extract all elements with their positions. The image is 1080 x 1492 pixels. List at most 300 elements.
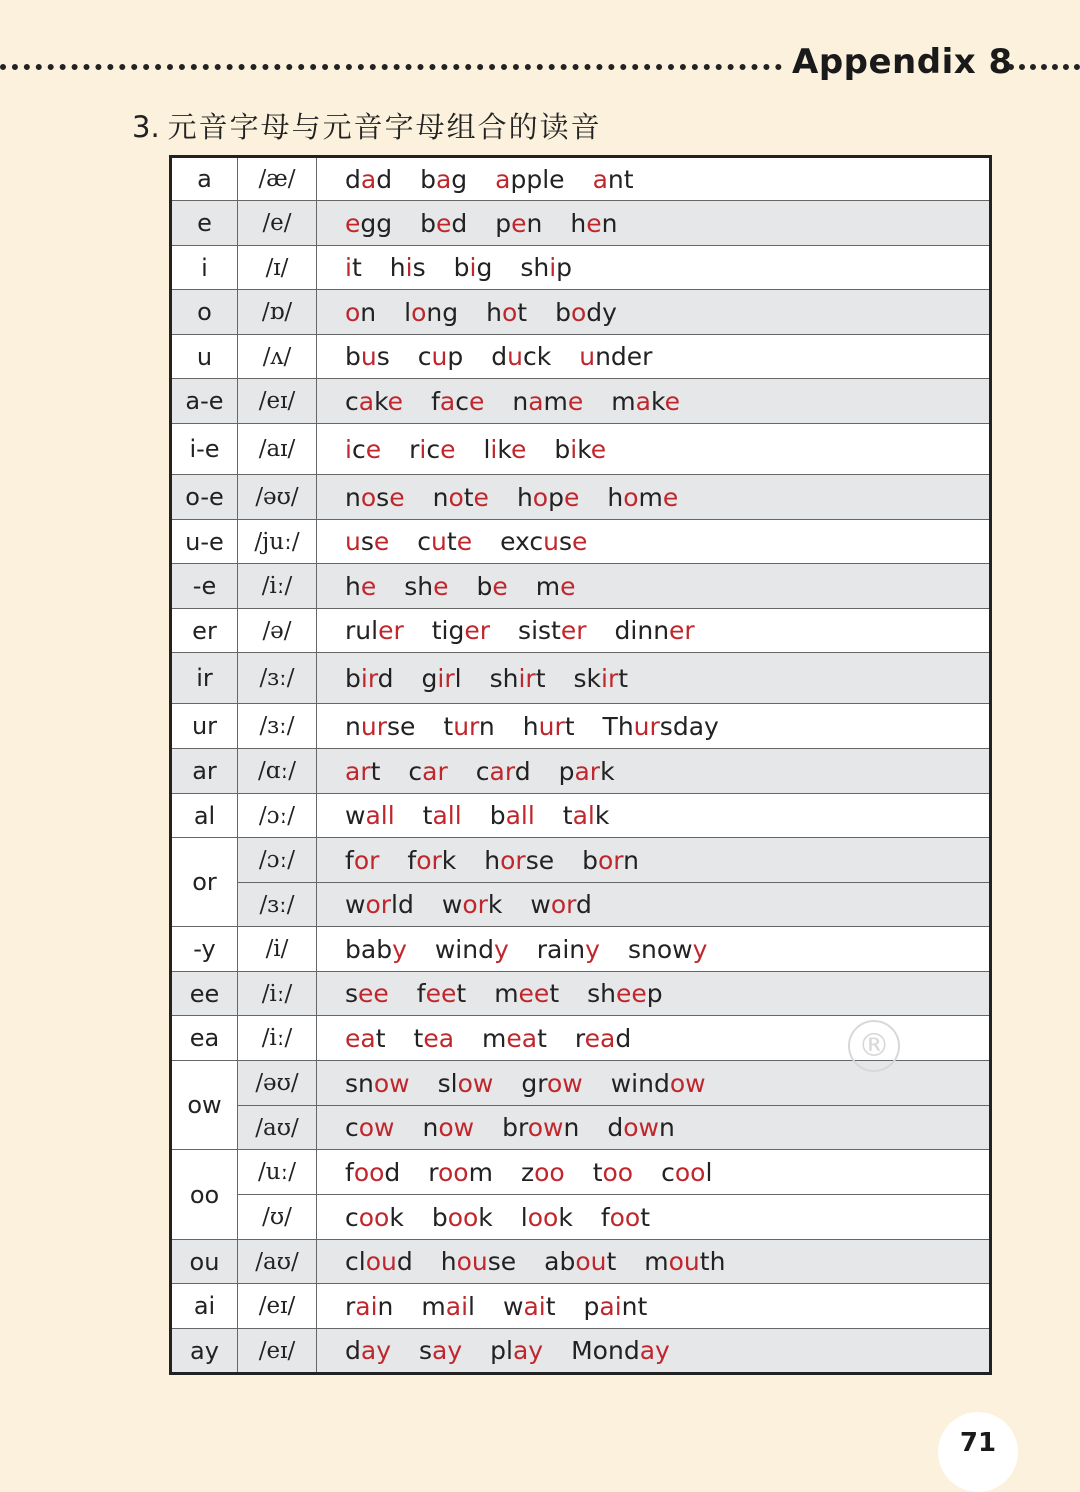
- example-words-cell: [317, 379, 991, 424]
- example-word: [512, 387, 583, 416]
- plain-letters: t: [549, 979, 560, 1008]
- dotted-rule-right: [1008, 64, 1080, 70]
- example-word: [603, 712, 719, 741]
- plain-letters: k: [577, 434, 591, 464]
- example-word: [345, 935, 407, 964]
- plain-letters: ld: [391, 890, 414, 919]
- example-word: [584, 1292, 648, 1321]
- example-word: [432, 1203, 493, 1232]
- plain-letters: b: [582, 845, 598, 875]
- plain-letters: d: [345, 164, 361, 194]
- highlighted-letters: y: [493, 934, 509, 964]
- plain-letters: k: [497, 434, 511, 464]
- highlighted-letters: all: [365, 801, 395, 830]
- plain-letters: ng: [426, 297, 459, 327]
- ipa-cell: /iː/: [238, 564, 317, 609]
- example-word: [345, 1247, 413, 1276]
- example-words-cell: [317, 157, 991, 201]
- example-word: [345, 165, 392, 194]
- plain-letters: t: [443, 711, 454, 741]
- highlighted-letters: al: [572, 801, 595, 830]
- example-word: [486, 298, 527, 327]
- plain-letters: nder: [595, 342, 653, 371]
- example-word: [438, 1069, 494, 1098]
- example-word: [431, 387, 484, 416]
- highlighted-letters: e: [567, 386, 584, 416]
- example-words-cell: [317, 1240, 991, 1284]
- plain-letters: p: [447, 342, 464, 371]
- ipa-cell: /aɪ/: [238, 424, 317, 475]
- example-word: [419, 1336, 462, 1365]
- plain-letters: d: [451, 208, 468, 238]
- highlighted-letters: ou: [668, 1247, 700, 1276]
- highlighted-letters: y: [585, 934, 600, 964]
- table-row: [171, 157, 991, 201]
- highlighted-letters: ow: [373, 1068, 410, 1098]
- plain-letters: n: [512, 386, 529, 416]
- highlighted-letters: ee: [616, 979, 647, 1008]
- plain-letters: b: [489, 801, 506, 830]
- table-row: [171, 1329, 991, 1374]
- plain-letters: b: [476, 571, 493, 601]
- plain-letters: t: [413, 1023, 424, 1053]
- highlighted-letters: ay: [639, 1336, 670, 1365]
- example-word: [345, 1113, 395, 1142]
- plain-letters: t: [592, 1157, 603, 1187]
- vowel-letter-cell: a-e: [171, 379, 238, 424]
- highlighted-letters: a: [528, 386, 544, 416]
- example-words-cell: [317, 1284, 991, 1329]
- highlighted-letters: ow: [438, 1113, 475, 1142]
- example-word: [404, 572, 448, 601]
- ipa-cell: /i/: [238, 927, 317, 972]
- plain-letters: k: [478, 1202, 493, 1232]
- example-word: [571, 1336, 670, 1365]
- plain-letters: c: [345, 386, 359, 416]
- plain-letters: f: [345, 1157, 354, 1187]
- section-heading: 元音字母与元音字母组合的读音: [167, 110, 602, 144]
- plain-letters: t: [562, 801, 573, 830]
- plain-letters: m: [535, 571, 561, 601]
- highlighted-letters: i: [549, 253, 557, 282]
- example-word: [500, 527, 587, 556]
- example-words-cell: [317, 424, 991, 475]
- highlighted-letters: oo: [447, 1202, 479, 1232]
- plain-letters: sh: [404, 571, 434, 601]
- highlighted-letters: e: [440, 434, 456, 464]
- highlighted-letters: e: [560, 571, 576, 601]
- plain-letters: d: [377, 663, 394, 693]
- plain-letters: m: [421, 1291, 446, 1321]
- plain-letters: l: [705, 1157, 713, 1187]
- highlighted-letters: ee: [425, 979, 457, 1008]
- example-word: [482, 1024, 547, 1053]
- highlighted-letters: e: [492, 571, 508, 601]
- vowel-letter-cell: o: [171, 290, 238, 335]
- table-row: [171, 1106, 991, 1150]
- highlighted-letters: e: [572, 527, 588, 556]
- plain-letters: tig: [431, 616, 465, 645]
- plain-letters: nt: [621, 1291, 648, 1321]
- plain-letters: d: [575, 890, 592, 919]
- plain-letters: se: [525, 845, 555, 875]
- highlighted-letters: ar: [345, 756, 371, 786]
- example-word: [420, 165, 467, 194]
- plain-letters: sday: [659, 711, 719, 741]
- ipa-cell: /ʌ/: [238, 335, 317, 379]
- highlighted-letters: ir: [437, 663, 455, 693]
- example-word: [345, 712, 415, 741]
- highlighted-letters: o: [532, 482, 549, 512]
- example-word: [345, 387, 403, 416]
- plain-letters: h: [484, 845, 501, 875]
- vowel-letter-cell: u: [171, 335, 238, 379]
- highlighted-letters: ur: [633, 711, 660, 741]
- highlighted-letters: e: [473, 482, 489, 512]
- plain-letters: rain: [536, 934, 586, 964]
- example-word: [521, 1069, 582, 1098]
- highlighted-letters: y: [692, 934, 708, 964]
- plain-letters: c: [455, 386, 469, 416]
- example-word: [345, 435, 381, 464]
- highlighted-letters: e: [468, 386, 485, 416]
- plain-letters: t: [456, 979, 467, 1008]
- vowel-letter-cell: -y: [171, 927, 238, 972]
- plain-letters: n: [601, 208, 618, 238]
- plain-letters: m: [482, 1023, 507, 1053]
- plain-letters: p: [558, 756, 575, 786]
- vowel-letter-cell: ay: [171, 1329, 238, 1374]
- example-words-cell: [317, 883, 991, 927]
- plain-letters: t: [545, 1291, 556, 1321]
- highlighted-letters: er: [669, 616, 695, 645]
- plain-letters: s: [412, 253, 426, 282]
- table-row: [171, 883, 991, 927]
- plain-letters: k: [441, 845, 457, 875]
- highlighted-letters: a: [358, 386, 375, 416]
- ipa-cell: /ə/: [238, 609, 317, 653]
- table-row: [171, 972, 991, 1016]
- example-word: [345, 1203, 404, 1232]
- example-word: [495, 165, 564, 194]
- highlighted-letters: i: [469, 253, 477, 282]
- example-word: [521, 1203, 573, 1232]
- plain-letters: t: [618, 663, 629, 693]
- plain-letters: m: [638, 482, 663, 512]
- highlighted-letters: e: [389, 482, 405, 512]
- table-row: [171, 1240, 991, 1284]
- highlighted-letters: oo: [527, 1202, 559, 1232]
- ipa-cell: /ɜː/: [238, 653, 317, 704]
- example-word: [520, 253, 572, 282]
- highlighted-letters: ow: [358, 1113, 395, 1142]
- highlighted-letters: or: [365, 890, 392, 919]
- highlighted-letters: or: [416, 845, 442, 875]
- highlighted-letters: or: [353, 845, 380, 875]
- plain-letters: g: [476, 253, 493, 282]
- plain-letters: c: [417, 342, 432, 371]
- ipa-cell: /ɑː/: [238, 749, 317, 794]
- example-word: [503, 1292, 556, 1321]
- example-word: [601, 1203, 650, 1232]
- highlighted-letters: u: [579, 342, 596, 371]
- plain-letters: snow: [627, 934, 693, 964]
- highlighted-letters: ou: [456, 1247, 488, 1276]
- example-word: [554, 435, 606, 464]
- example-words-cell: [317, 1329, 991, 1374]
- table-row: [171, 564, 991, 609]
- example-words-cell: [317, 1195, 991, 1240]
- example-word: [615, 616, 695, 645]
- example-word: [421, 1292, 475, 1321]
- example-words-cell: [317, 246, 991, 290]
- example-word: [607, 483, 678, 512]
- plain-letters: t: [517, 297, 528, 327]
- highlighted-letters: er: [378, 616, 404, 645]
- example-word: [644, 1247, 725, 1276]
- example-word: [423, 801, 462, 830]
- plain-letters: n: [360, 297, 377, 327]
- example-word: [345, 253, 362, 282]
- plain-letters: n: [623, 845, 639, 875]
- highlighted-letters: i: [570, 434, 578, 464]
- plain-letters: h: [486, 297, 502, 327]
- highlighted-letters: a: [360, 164, 377, 194]
- highlighted-letters: ay: [360, 1336, 391, 1365]
- highlighted-letters: ea: [345, 1023, 376, 1053]
- appendix-title: Appendix 8: [792, 42, 1013, 82]
- ipa-cell: /ɪ/: [238, 246, 317, 290]
- ipa-cell: /ɜː/: [238, 704, 317, 749]
- highlighted-letters: y: [392, 934, 407, 964]
- highlighted-letters: ow: [623, 1113, 659, 1142]
- plain-letters: r: [428, 1157, 439, 1187]
- vowel-letter-cell: i-e: [171, 424, 238, 475]
- highlighted-letters: a: [439, 386, 456, 416]
- plain-letters: t: [640, 1202, 651, 1232]
- plain-letters: exc: [500, 527, 544, 556]
- plain-letters: k: [600, 756, 615, 786]
- plain-letters: s: [360, 527, 374, 556]
- ipa-cell: /ʊ/: [238, 1195, 317, 1240]
- example-word: [593, 165, 634, 194]
- table-row: [171, 653, 991, 704]
- example-word: [404, 298, 458, 327]
- highlighted-letters: a: [435, 164, 452, 194]
- vowel-letter-cell: ir: [171, 653, 238, 704]
- example-word: [345, 801, 395, 830]
- plain-letters: s: [419, 1336, 433, 1365]
- plain-letters: b: [453, 253, 470, 282]
- highlighted-letters: or: [550, 890, 576, 919]
- plain-letters: w: [502, 1291, 524, 1321]
- example-word: [575, 1024, 631, 1053]
- highlighted-letters: ow: [669, 1068, 706, 1098]
- highlighted-letters: oo: [358, 1202, 390, 1232]
- example-words-cell: [317, 609, 991, 653]
- plain-letters: z: [520, 1157, 535, 1187]
- highlighted-letters: u: [431, 342, 448, 371]
- example-words-cell: [317, 1150, 991, 1195]
- highlighted-letters: e: [436, 208, 452, 238]
- highlighted-letters: e: [511, 208, 527, 238]
- highlighted-letters: o: [623, 482, 639, 512]
- plain-letters: k: [650, 386, 665, 416]
- plain-letters: n: [478, 711, 495, 741]
- example-word: [563, 801, 610, 830]
- plain-letters: s: [376, 342, 390, 371]
- ipa-cell: /əʊ/: [238, 475, 317, 520]
- plain-letters: Mond: [571, 1336, 640, 1365]
- highlighted-letters: oo: [609, 1202, 641, 1232]
- page-number-badge: [938, 1412, 1018, 1492]
- example-word: [418, 342, 463, 371]
- example-word: [495, 209, 542, 238]
- example-word: [443, 712, 494, 741]
- vowel-letter-cell: or: [171, 838, 238, 927]
- highlighted-letters: u: [360, 342, 377, 371]
- vowel-letter-cell: i: [171, 246, 238, 290]
- vowel-letter-cell: a: [171, 157, 238, 201]
- table-row: [171, 927, 991, 972]
- highlighted-letters: e: [510, 434, 527, 464]
- plain-letters: n: [526, 208, 543, 238]
- plain-letters: n: [345, 482, 361, 512]
- example-word: [587, 979, 663, 1008]
- example-word: [428, 1158, 493, 1187]
- plain-letters: m: [543, 386, 568, 416]
- highlighted-letters: ir: [518, 663, 536, 693]
- example-word: [523, 712, 575, 741]
- plain-letters: t: [535, 663, 546, 693]
- highlighted-letters: er: [464, 616, 491, 645]
- plain-letters: w: [345, 890, 366, 919]
- example-word: [544, 1247, 616, 1276]
- plain-letters: t: [375, 1023, 386, 1053]
- example-word: [390, 253, 426, 282]
- highlighted-letters: e: [664, 386, 680, 416]
- ipa-cell: /juː/: [238, 520, 317, 564]
- plain-letters: l: [468, 1291, 475, 1321]
- table-row: [171, 335, 991, 379]
- plain-letters: p: [556, 253, 573, 282]
- example-word: [484, 846, 554, 875]
- example-word: [518, 616, 586, 645]
- plain-letters: n: [658, 1113, 675, 1142]
- highlighted-letters: ea: [506, 1023, 538, 1053]
- table-row: [171, 794, 991, 838]
- plain-letters: r: [345, 1291, 356, 1321]
- example-words-cell: [317, 972, 991, 1016]
- highlighted-letters: e: [360, 571, 377, 601]
- highlighted-letters: ai: [599, 1291, 622, 1321]
- highlighted-letters: all: [432, 801, 462, 830]
- table-row: [171, 201, 991, 246]
- plain-letters: f: [345, 845, 354, 875]
- highlighted-letters: a: [635, 386, 651, 416]
- example-word: [417, 979, 466, 1008]
- plain-letters: wind: [434, 934, 494, 964]
- highlighted-letters: ay: [432, 1336, 463, 1365]
- example-words-cell: [317, 335, 991, 379]
- plain-letters: sist: [518, 616, 561, 645]
- plain-letters: c: [351, 434, 366, 464]
- plain-letters: d: [384, 1157, 401, 1187]
- example-word: [607, 1113, 674, 1142]
- highlighted-letters: or: [597, 845, 624, 875]
- ipa-cell: /ɒ/: [238, 290, 317, 335]
- plain-letters: d: [491, 342, 508, 371]
- highlighted-letters: ay: [512, 1336, 544, 1365]
- example-word: [628, 935, 707, 964]
- example-words-cell: [317, 653, 991, 704]
- plain-letters: p: [548, 482, 564, 512]
- table-row: [171, 246, 991, 290]
- highlighted-letters: ow: [546, 1068, 583, 1098]
- plain-letters: sn: [345, 1068, 374, 1098]
- plain-letters: w: [530, 890, 551, 919]
- vowel-letter-cell: ur: [171, 704, 238, 749]
- highlighted-letters: ai: [445, 1291, 469, 1321]
- plain-letters: d: [514, 756, 531, 786]
- highlighted-letters: oo: [674, 1157, 706, 1187]
- ipa-cell: /aʊ/: [238, 1106, 317, 1150]
- plain-letters: sl: [437, 1068, 458, 1098]
- plain-letters: wind: [610, 1068, 670, 1098]
- highlighted-letters: ar: [489, 756, 515, 786]
- plain-letters: h: [570, 208, 587, 238]
- plain-letters: sh: [587, 979, 616, 1008]
- plain-letters: n: [345, 711, 361, 741]
- plain-letters: l: [404, 297, 412, 327]
- highlighted-letters: u: [431, 527, 447, 556]
- example-words-cell: [317, 927, 991, 972]
- highlighted-letters: oo: [602, 1157, 634, 1187]
- section-title: [132, 105, 602, 146]
- example-word: [345, 209, 392, 238]
- highlighted-letters: o: [448, 482, 464, 512]
- highlighted-letters: i: [405, 253, 413, 282]
- example-word: [476, 757, 531, 786]
- vowel-letter-cell: ea: [171, 1016, 238, 1061]
- example-word: [433, 483, 489, 512]
- plain-letters: h: [522, 711, 539, 741]
- plain-letters: gr: [521, 1068, 547, 1098]
- highlighted-letters: ai: [523, 1291, 546, 1321]
- example-word: [442, 890, 503, 919]
- plain-letters: m: [468, 1157, 493, 1187]
- example-word: [661, 1158, 712, 1187]
- highlighted-letters: e: [590, 434, 607, 464]
- plain-letters: w: [345, 801, 366, 830]
- ipa-cell: /aʊ/: [238, 1240, 317, 1284]
- plain-letters: c: [345, 1202, 359, 1232]
- example-word: [570, 209, 617, 238]
- example-word: [345, 757, 380, 786]
- example-word: [441, 1247, 516, 1276]
- plain-letters: s: [376, 482, 390, 512]
- example-words-cell: [317, 838, 991, 883]
- plain-letters: r: [409, 434, 420, 464]
- registered-trademark-icon: ®: [848, 1020, 900, 1072]
- example-word: [494, 979, 559, 1008]
- highlighted-letters: oo: [534, 1157, 565, 1187]
- example-word: [579, 342, 652, 371]
- page-number: 71: [959, 1428, 997, 1458]
- plain-letters: b: [555, 297, 571, 327]
- plain-letters: c: [345, 1113, 359, 1142]
- plain-letters: sk: [573, 663, 602, 693]
